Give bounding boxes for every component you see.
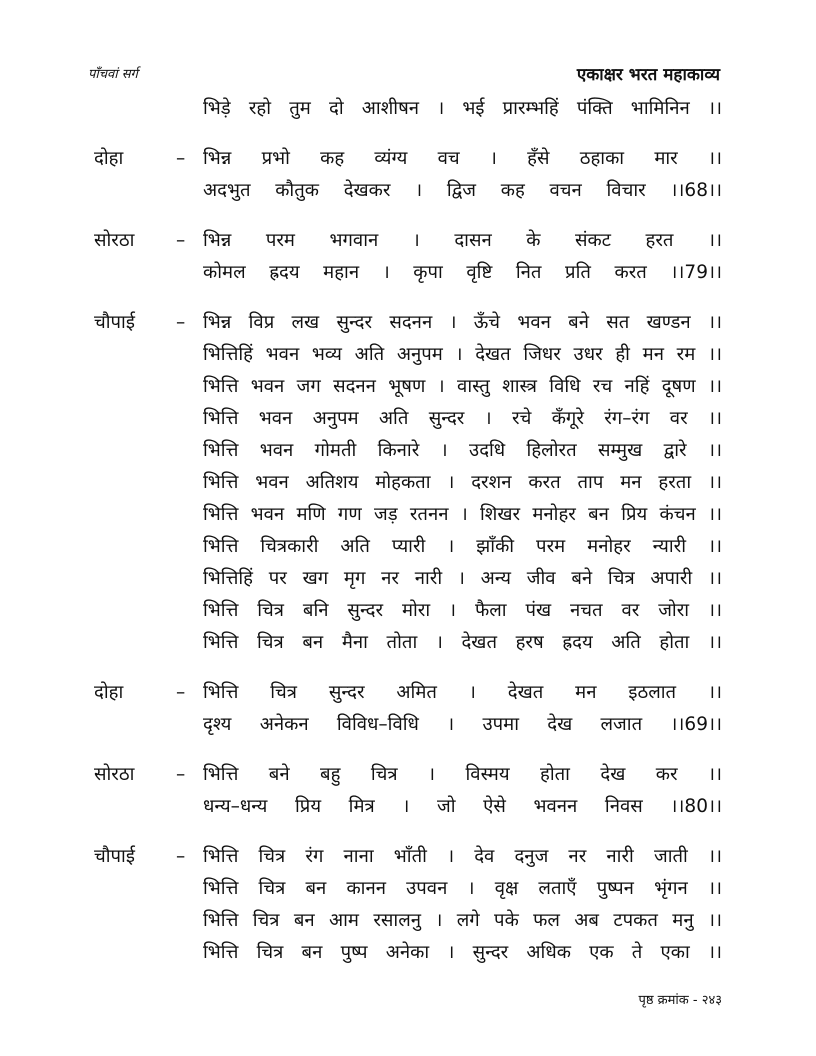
stanza-dash: – xyxy=(176,230,186,251)
verse-line: भिन्न प्रभो कह व्यंग्य वच । हँसे ठहाका मार ।। xyxy=(203,148,722,169)
verse-line: भित्ति चित्र बन मैना तोता । देखत हरष ह्रदय अति होता ।। xyxy=(203,632,722,653)
verse-line: अदभुत कौतुक देखकर । द्विज कह वचन विचार ।।68।। xyxy=(203,180,722,201)
verse-line: भित्ति भवन जग सदनन भूषण । वास्तु शास्त्र विधि रच नहिं दूषण ।। xyxy=(203,376,722,397)
verse-line: कोमल ह्रदय महान । कृपा वृष्टि नित प्रति करत ।।79।। xyxy=(203,262,722,283)
verse-line: भित्ति भवन गोमती किनारे । उदधि हिलोरत सम्मुख द्वारे ।। xyxy=(203,440,722,461)
verse-line: भित्ति चित्र बन कानन उपवन । वृक्ष लताएँ पुष्पन भृंगन ।। xyxy=(203,878,722,899)
verse-line: भिन्न परम भगवान । दासन के संकट हरत ।। xyxy=(203,230,722,251)
verse-line: भिड़े रहो तुम दो आशीषन । भई प्रारम्भहिं पंक्ति भामिनिन ।। xyxy=(203,98,722,119)
verse-line: भित्ति भवन मणि गण जड़ रतनन । शिखर मनोहर बन प्रिय कंचन ।। xyxy=(203,504,722,525)
verse-line: भित्तिहिं पर खग मृग नर नारी । अन्य जीव बने चित्र अपारी ।। xyxy=(203,568,722,589)
stanza-label: चौपाई xyxy=(94,846,135,867)
verse-line: भित्ति बने बहु चित्र । विस्मय होता देख कर ।। xyxy=(203,764,722,785)
stanza-label: चौपाई xyxy=(94,312,135,333)
verse-line: भित्ति चित्र सुन्दर अमित । देखत मन इठलात ।। xyxy=(203,682,722,703)
stanza-dash: – xyxy=(176,148,186,169)
verse-line: भित्ति चित्र बन आम रसालनु । लगे पके फल अब टपकत मनु ।। xyxy=(203,910,722,931)
verse-line: भित्ति चित्र बन पुष्प अनेका । सुन्दर अधिक एक ते एका ।। xyxy=(203,942,722,963)
page-number: पृष्ठ क्रमांक - २४३ xyxy=(638,993,722,1008)
verse-line: दृश्य अनेकन विविध–विधि । उपमा देख लजात ।।69।। xyxy=(203,714,722,735)
verse-line: भित्ति चित्र बनि सुन्दर मोरा । फैला पंख नचत वर जोरा ।। xyxy=(203,600,722,621)
verse-line: भिन्न विप्र लख सुन्दर सदनन । ऊँचे भवन बने सत खण्डन ।। xyxy=(203,312,722,333)
verse-line: भित्ति चित्र रंग नाना भाँती । देव दनुज नर नारी जाती ।। xyxy=(203,846,722,867)
verse-line: भित्ति भवन अतिशय मोहकता । दरशन करत ताप मन हरता ।। xyxy=(203,472,722,493)
stanza-label: सोरठा xyxy=(94,230,135,251)
verse-line: भित्तिहिं भवन भव्य अति अनुपम । देखत जिधर उधर ही मन रम ।। xyxy=(203,344,722,365)
stanza-dash: – xyxy=(176,682,186,703)
verse-line: धन्य–धन्य प्रिय मित्र । जो ऐसे भवनन निवस ।।80।। xyxy=(203,796,722,817)
verse-line: भित्ति चित्रकारी अति प्यारी । झाँकी परम मनोहर न्यारी ।। xyxy=(203,536,722,557)
stanza-dash: – xyxy=(176,846,186,867)
verse-line: भित्ति भवन अनुपम अति सुन्दर । रचे कँगूरे रंग–रंग वर ।। xyxy=(203,408,722,429)
stanza-dash: – xyxy=(176,764,186,785)
book-title-header: एकाक्षर भरत महाकाव्य xyxy=(576,65,720,85)
stanza-label: दोहा xyxy=(94,148,124,169)
stanza-label: सोरठा xyxy=(94,764,135,785)
stanza-dash: – xyxy=(176,312,186,333)
stanza-label: दोहा xyxy=(94,682,124,703)
chapter-header: पाँचवां सर्ग xyxy=(88,67,138,82)
